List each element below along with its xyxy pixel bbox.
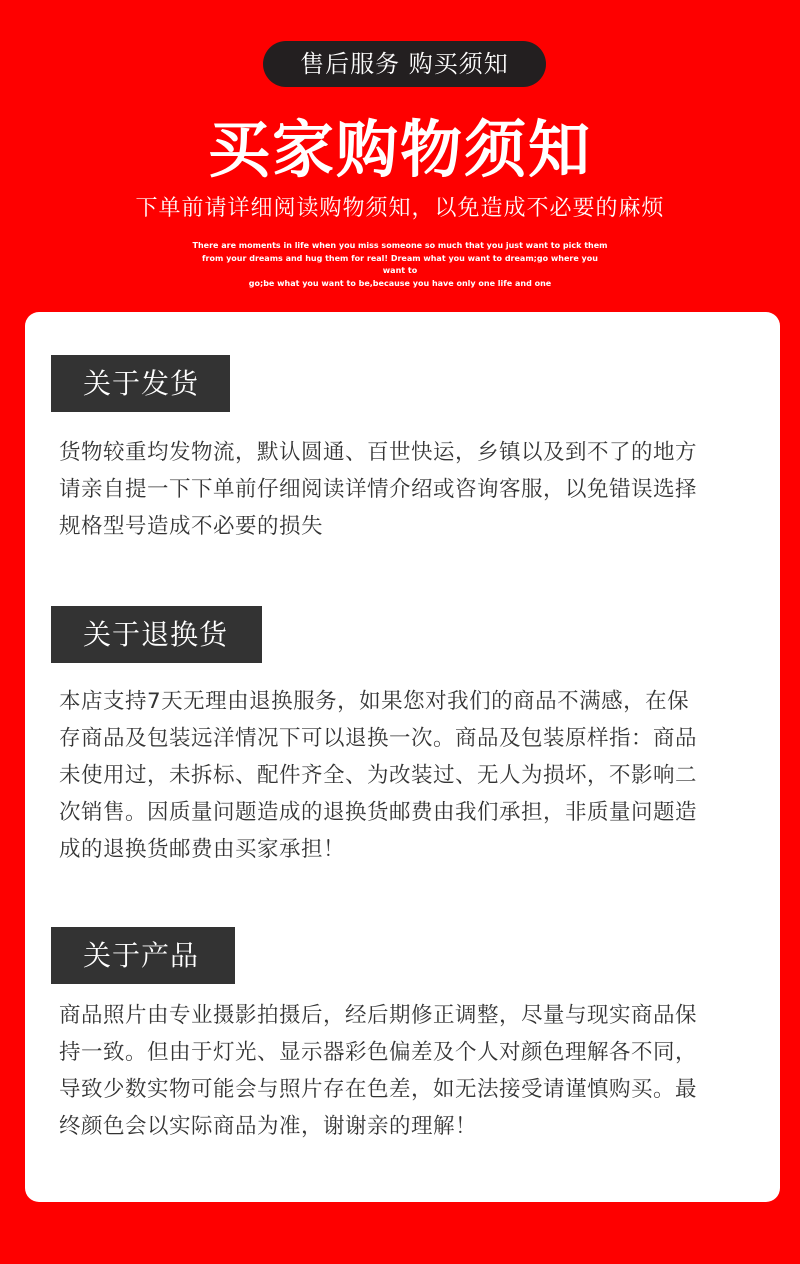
section-body-returns <box>59 683 759 868</box>
service-notice-pill: 售后服务 购买须知 <box>263 41 546 87</box>
body-line: 请亲自提一下下单前仔细阅读详情介绍或咨询客服，以免错误选择 <box>59 477 698 502</box>
body-line: 成的退换货邮费由买家承担！ <box>59 837 346 862</box>
body-line: 货物较重均发物流，默认圆通、百世快运，乡镇以及到不了的地方 <box>59 440 698 465</box>
body-line: 持一致。但由于灯光、显示器彩色偏差及个人对颜色理解各不同， <box>59 1040 698 1065</box>
body-line: 本店支持7天无理由退换服务，如果您对我们的商品不满感，在保 <box>59 689 690 714</box>
english-quote-line: from your dreams and hug them for real! Dream what you want to dream;go where you want to <box>202 253 598 275</box>
body-line: 未使用过，未拆标、配件齐全、为改装过、无人为损坏，不影响二 <box>59 763 698 788</box>
body-line: 规格型号造成不必要的损失 <box>59 514 324 539</box>
page-title: 买家购物须知 <box>207 113 592 186</box>
section-title-product: 关于产品 <box>51 927 235 984</box>
section-body-shipping <box>59 434 759 545</box>
page-subtitle: 下单前请详细阅读购物须知，以免造成不必要的麻烦 <box>135 196 665 221</box>
section-body-product <box>59 997 759 1145</box>
body-line: 商品照片由专业摄影拍摄后，经后期修正调整，尽量与现实商品保 <box>59 1003 698 1028</box>
body-line: 存商品及包装远洋情况下可以退换一次。商品及包装原样指：商品 <box>59 726 698 751</box>
body-line: 次销售。因质量问题造成的退换货邮费由我们承担，非质量问题造 <box>59 800 698 825</box>
body-line: 终颜色会以实际商品为准，谢谢亲的理解！ <box>59 1114 478 1139</box>
english-quote <box>190 240 610 290</box>
english-quote-line: go;be what you want to be,because you have only one life and one <box>248 278 552 288</box>
english-quote-line: There are moments in life when you miss someone so much that you just want to pick them <box>192 241 608 250</box>
section-title-returns: 关于退换货 <box>51 606 262 663</box>
body-line: 导致少数实物可能会与照片存在色差，如无法接受请谨慎购买。最 <box>59 1077 698 1102</box>
section-title-shipping: 关于发货 <box>51 355 230 412</box>
